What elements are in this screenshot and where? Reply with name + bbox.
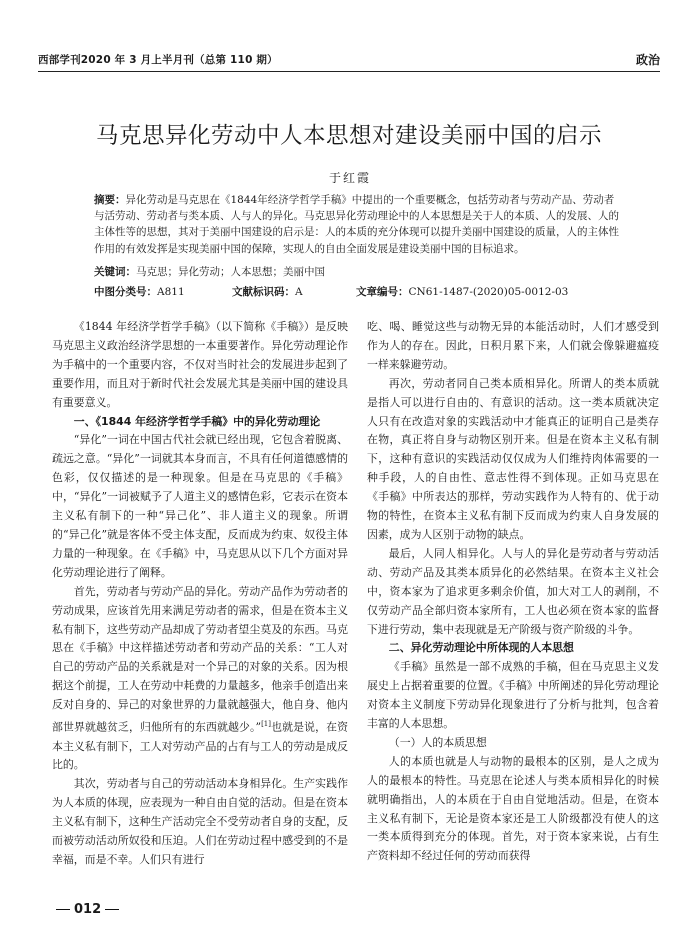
- dash-right: [105, 909, 119, 910]
- paragraph: 《手稿》虽然是一部不成熟的手稿，但在马克思主义发展史上占据着重要的位置。《手稿》中所阐述的异化劳动理论对资本主义制度下劳动异化现象进行了分析与批判，包含着丰富的人本思想。: [367, 660, 659, 731]
- citation-ref: [1]: [261, 720, 271, 729]
- class-number-value: A811: [157, 286, 185, 298]
- abstract-text: 异化劳动是马克思在《1844年经济学哲学手稿》中提出的一个重要概念，包括劳动者与劳动产品、劳动者与活劳动、劳动者与类本质、人与人的异化。马克思异化劳动理论中的人本思想是关于人的本质、人的发展、人的主体性等的思想，其对于美丽中国建设的启示是：人的本质的充分体现可以提升美丽中国建设的质量，人的主体性作用的有效发挥是实现美丽中国的保障，实现人的自由全面发展是建设美丽中国的目标追求。: [94, 194, 619, 255]
- paragraph: 吃、喝、睡觉这些与动物无异的本能活动时，人们才感受到作为人的存在。因此，日积月累下来，人们就会像躲避瘟疫一样来躲避劳动。: [367, 320, 659, 371]
- paragraph-text: 首先，劳动者与劳动产品的异化。劳动产品作为劳动者的劳动成果，应该首先用来满足劳动者的需求，但是在资本主义私有制下，这些劳动产品却成了劳动者望尘莫及的东西。马克思在《手稿》中这样描述劳动者和劳动产品的关系：“工人对自己的劳动产品的关系就是对一个异己的对象的关系。因为根据这个前提，工人在劳动中耗费的力量越多，他亲手创造出来反对自身的、异己的对象世界的力量就越强大，他自身、他内部世界就越贫乏，归他所有的东西就越少。”: [52, 584, 348, 734]
- article-title: 马克思异化劳动中人本思想对建设美丽中国的启示: [95, 123, 602, 149]
- paragraph: 最后，人同人相异化。人与人的异化是劳动者与劳动活动、劳动产品及其类本质异化的必然结果。在资本主义社会中，资本家为了追求更多剩余价值，加大对工人的剥削，不仅劳动产品全部归资本家所有，工人也必须在资本家的监督下进行劳动，集中表现就是无产阶级与资产阶级的斗争。: [367, 546, 659, 636]
- class-number-label: 中图分类号：: [94, 286, 157, 298]
- abstract-label: 摘要：: [94, 194, 126, 206]
- subsection-heading: （一）人的本质思想: [388, 735, 487, 749]
- document-code: [232, 284, 303, 299]
- section-heading: 一、《1844 年经济学哲学手稿》中的异化劳动理论: [73, 414, 321, 428]
- body-column-left: [52, 318, 348, 870]
- body-column-right: [367, 318, 659, 866]
- journal-issue: 西部学刊2020 年 3 月上半月刊（总第 110 期）: [38, 54, 278, 66]
- paragraph: 其次，劳动者与自己的劳动活动本身相异化。生产实践作为人本质的体现，应表现为一种自由自觉的活动。但是在资本主义私有制下，这种生产活动完全不受劳动者自身的支配，反而被劳动活动所奴役和压迫。人们在劳动过程中感受到的不是幸福，而是不幸。人们只有进行: [52, 777, 348, 866]
- paragraph: 再次，劳动者同自己类本质相异化。所谓人的类本质就是指人可以进行自由的、有意识的活动。这一类本质就决定人只有在改造对象的实践活动中才能真正的证明自己是类存在物，真正将自身与动物区别开来。但是在资本主义私有制下，这种有意识的实践活动仅仅成为人们维持肉体需要的一种手段，人的自由性、意志性得不到体现。正如马克思在《手稿》中所表达的那样，劳动实践作为人特有的、优于动物的特性，在资本主义私有制下反而成为约束人自身发展的因素，成为人区别于动物的缺点。: [367, 376, 659, 541]
- class-number: [94, 284, 185, 299]
- page-number-text: 012: [74, 902, 102, 917]
- paragraph-text: 也就是说，在资本主义私有制下，工人对劳动产品的占有与工人的劳动是成反比的。: [52, 720, 348, 772]
- article-author: 于红霞: [328, 171, 371, 185]
- keywords: [94, 264, 624, 279]
- section-heading: 二、异化劳动理论中所体现的人本思想: [388, 641, 574, 655]
- running-header: [38, 50, 660, 70]
- page-number: [52, 902, 123, 917]
- document-code-label: 文献标识码：: [232, 286, 295, 298]
- article-number: [356, 284, 568, 299]
- keywords-text: 马克思；异化劳动；人本思想；美丽中国: [136, 266, 325, 278]
- paragraph: 人的本质也就是人与动物的最根本的区别，是人之成为人的最根本的特性。马克思在论述人与类本质相异化的时候就明确指出，人的本质在于自由自觉地活动。但是，在资本主义私有制下，无论是资本家还是工人阶级都没有使人的这一类本质得到充分的体现。首先，对于资本家来说，占有生产资料却不经过任何的劳动而获得: [367, 754, 659, 863]
- dash-left: [56, 909, 70, 910]
- abstract: [94, 192, 624, 257]
- keywords-label: 关键词：: [94, 266, 136, 278]
- document-code-value: A: [295, 286, 303, 298]
- header-rule: [38, 71, 660, 72]
- article-number-value: CN61-1487-(2020)05-0012-03: [408, 286, 569, 298]
- paragraph: 《1844 年经济学哲学手稿》（以下简称《手稿》）是反映马克思主义政治经济学思想的一本重要著作。异化劳动理论作为手稿中的一个重要内容，不仅对当时社会的发展进步起到了重要作用，而且对于新时代社会发展尤其是美丽中国的建设具有重要意义。: [52, 320, 348, 409]
- paragraph: “异化”一词在中国古代社会就已经出现，它包含着脱离、疏远之意。“异化”一词就其本身而言，不具有任何道德感情的色彩，仅仅描述的是一种现象。但是在马克思的《手稿》中，“异化”一词被赋予了人道主义的感情色彩，它表示在资本主义私有制下的一种“异己化”、非人道主义的现象。所谓的“异己化”就是客体不受主体支配，反而成为约束、奴役主体力量的一种现象。在《手稿》中，马克思从以下几个方面对异化劳动理论进行了阐释。: [52, 433, 348, 579]
- paragraph: [52, 583, 348, 776]
- section-name: 政治: [635, 53, 660, 67]
- article-number-label: 文章编号：: [356, 286, 409, 298]
